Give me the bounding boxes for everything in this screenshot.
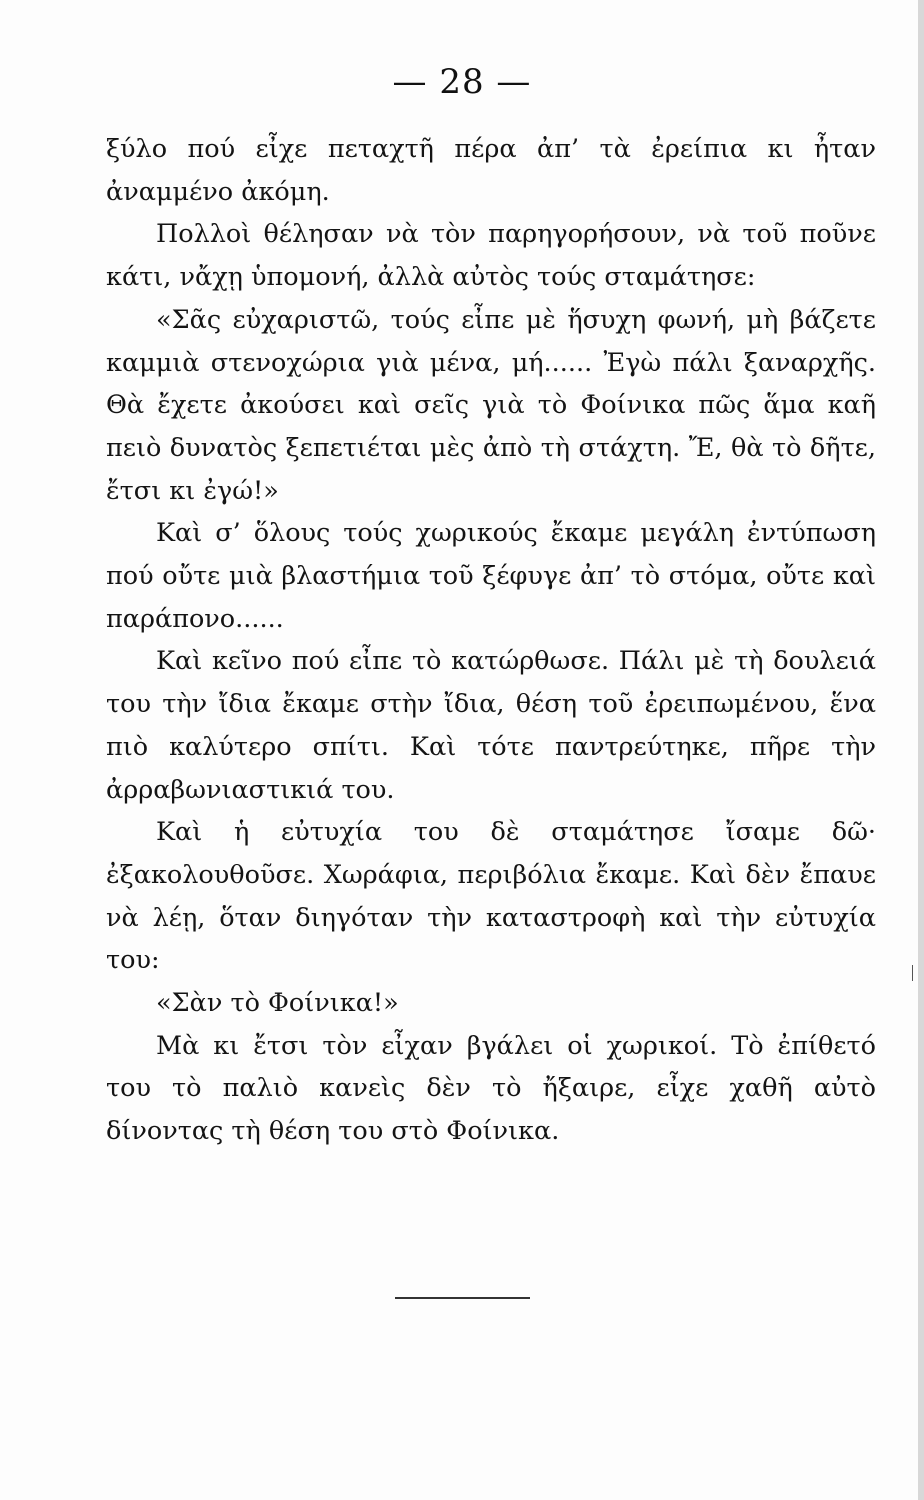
margin-mark: [912, 965, 913, 981]
paragraph-2: Πολλοὶ θέλησαν νὰ τὸν παρηγορήσουν, νὰ τοῦ ποῦνε κάτι, νἄχῃ ὑπομονή, ἀλλὰ αὐτὸς τούς σταμάτησε:: [106, 219, 876, 293]
page-number: — 28 —: [392, 62, 532, 102]
paragraph-1: ξύλο πού εἶχε πεταχτῆ πέρα ἀπ’ τὰ ἐρείπια κι ἦταν ἀναμμένο ἀκόμη.: [106, 134, 876, 207]
paragraph-4: Καὶ σ’ ὅλους τούς χωρικούς ἔκαμε μεγάλη ἐντύπωση πού οὔτε μιὰ βλαστήμια τοῦ ξέφυγε ἀπ’ τὸ στόμα, οὔτε καὶ παράπονο......: [106, 518, 876, 634]
paragraph-8: Μὰ κι ἔτσι τὸν εἶχαν βγάλει οἱ χωρικοί. Τὸ ἐπίθετό του τὸ παλιὸ κανεὶς δὲν τὸ ἤξαιρε, εἶχε χαθῆ αὐτὸ δίνοντας τὴ θέση του στὸ Φοίνικα.: [106, 1030, 876, 1147]
paragraph-6: Καὶ ἡ εὐτυχία του δὲ σταμάτησε ἴσαμε δῶ· ἐξακολουθοῦσε. Χωράφια, περιβόλια ἔκαμε. Καὶ δὲν ἔπαυε νὰ λέῃ, ὅταν διηγόταν τὴν καταστροφὴ καὶ τὴν εὐτυχία του:: [106, 817, 876, 976]
paragraph-5: Καὶ κεῖνο πού εἶπε τὸ κατώρθωσε. Πάλι μὲ τὴ δουλειά του τὴν ἴδια ἔκαμε στὴν ἴδια, θέση τοῦ ἐρειπωμένου, ἕνα πιὸ καλύτερο σπίτι. Καὶ τότε παντρεύτηκε, πῆρε τὴν ἀρραβωνιαστικιά του.: [106, 646, 876, 805]
paragraph-3: «Σᾶς εὐχαριστῶ, τούς εἶπε μὲ ἥσυχη φωνή, μὴ βάζετε καμμιὰ στενοχώρια γιὰ μένα, μή...... Ἐγὼ πάλι ξαναρχῆς. Θὰ ἔχετε ἀκούσει καὶ σεῖς γιὰ τὸ Φοίνικα πῶς ἅμα καῆ πειὸ δυνατὸς ξεπετιέται μὲς ἀπὸ τὴ στάχτη. Ἔ, θὰ τὸ δῆτε, ἔτσι κι ἐγώ!»: [106, 304, 876, 506]
footer-divider: [395, 1297, 530, 1299]
body-text: [106, 128, 876, 1153]
paragraph-7: «Σὰν τὸ Φοίνικα!»: [156, 988, 399, 1019]
